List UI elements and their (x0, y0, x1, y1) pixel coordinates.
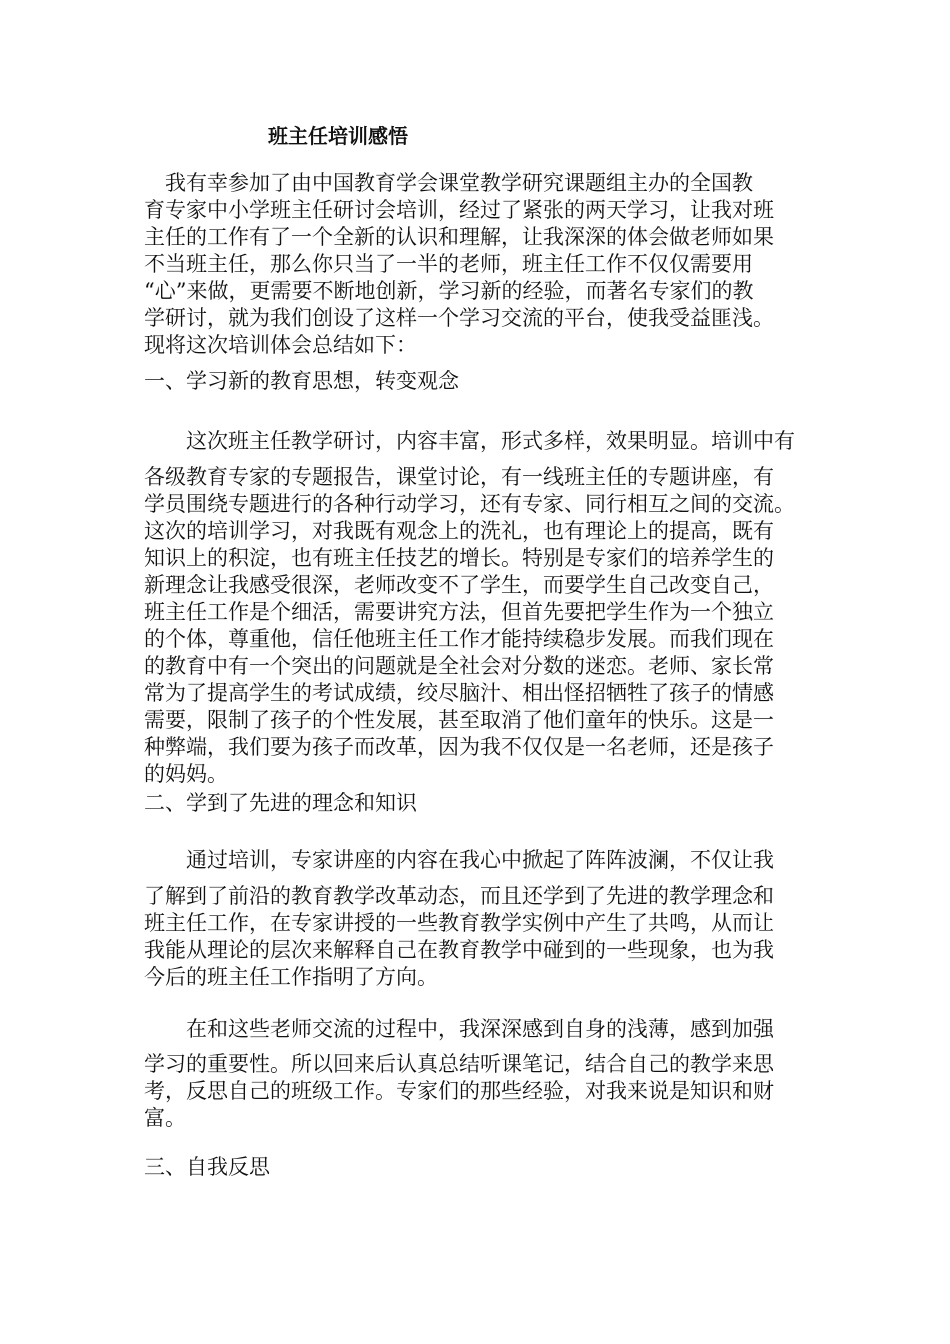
paragraph-line: 班主任工作是个细活，需要讲究方法，但首先要把学生作为一个独立 (144, 600, 774, 624)
paragraph-line: 现将这次培训体会总结如下： (144, 333, 417, 357)
paragraph-line: 新理念让我感受很深，老师改变不了学生，而要学生自己改变自己， (144, 573, 774, 597)
section2-paragraph (144, 883, 816, 991)
paragraph-line: 知识上的积淀，也有班主任技艺的增长。特别是专家们的培养学生的 (144, 546, 774, 570)
paragraph-line: 了解到了前沿的教育教学改革动态，而且还学到了先进的教学理念和 (144, 884, 774, 908)
paragraph-line: 通过培训，专家讲座的内容在我心中掀起了阵阵波澜，不仅让我 (144, 848, 774, 872)
paragraph-line: 班主任工作，在专家讲授的一些教育教学实例中产生了共鸣，从而让 (144, 911, 774, 935)
paragraph-line: 主任的工作有了一个全新的认识和理解，让我深深的体会做老师如果 (144, 225, 774, 249)
section1-lead-line (144, 428, 816, 455)
section2b-lead-line (144, 1016, 816, 1043)
paragraph-line: 需要，限制了孩子的个性发展，甚至取消了他们童年的快乐。这是一 (144, 708, 774, 732)
paragraph-line: 不当班主任，那么你只当了一半的老师，班主任工作不仅仅需要用 (144, 252, 753, 276)
paragraph-line: 常为了提高学生的考试成绩，绞尽脑汁、相出怪招牺牲了孩子的情感 (144, 681, 774, 705)
intro-paragraph (144, 170, 816, 359)
paragraph-line: 的教育中有一个突出的问题就是全社会对分数的迷恋。老师、家长常 (144, 654, 774, 678)
paragraph-line: 在和这些老师交流的过程中，我深深感到自身的浅薄，感到加强 (144, 1017, 774, 1041)
section2b-paragraph (144, 1051, 816, 1132)
section-heading-1: 一、学习新的教育思想，转变观念 (144, 369, 459, 393)
document-title: 班主任培训感悟 (268, 124, 408, 148)
paragraph-line: 这次的培训学习，对我既有观念上的洗礼，也有理论上的提高，既有 (144, 519, 774, 543)
paragraph-line: 学习的重要性。所以回来后认真总结听课笔记，结合自己的教学来思 (144, 1052, 774, 1076)
section-heading-3: 三、自我反思 (144, 1155, 270, 1179)
paragraph-line: 今后的班主任工作指明了方向。 (144, 965, 438, 989)
paragraph-line: 我有幸参加了由中国教育学会课堂教学研究课题组主办的全国教 (144, 171, 753, 195)
paragraph-line: 富。 (144, 1106, 186, 1130)
paragraph-line: 考，反思自己的班级工作。专家们的那些经验，对我来说是知识和财 (144, 1079, 774, 1103)
paragraph-line: 种弊端，我们要为孩子而改革，因为我不仅仅是一名老师，还是孩子 (144, 735, 774, 759)
paragraph-line: 这次班主任教学研讨，内容丰富，形式多样，效果明显。培训中有 (144, 429, 795, 453)
section-heading-2: 二、学到了先进的理念和知识 (144, 791, 417, 815)
paragraph-line: 各级教育专家的专题报告，课堂讨论，有一线班主任的专题讲座，有 (144, 465, 774, 489)
paragraph-line: 的妈妈。 (144, 762, 228, 786)
paragraph-line: 学研讨，就为我们创设了这样一个学习交流的平台，使我受益匪浅。 (144, 306, 774, 330)
section2-lead-line (144, 847, 816, 874)
paragraph-line: 我能从理论的层次来解释自己在教育教学中碰到的一些现象，也为我 (144, 938, 774, 962)
paragraph-line: “心”来做，更需要不断地创新，学习新的经验，而著名专家们的教 (144, 279, 754, 303)
paragraph-line: 的个体，尊重他，信任他班主任工作才能持续稳步发展。而我们现在 (144, 627, 774, 651)
section1-paragraph (144, 464, 816, 788)
paragraph-line: 育专家中小学班主任研讨会培训，经过了紧张的两天学习，让我对班 (144, 198, 774, 222)
paragraph-line: 学员围绕专题进行的各种行动学习，还有专家、同行相互之间的交流。 (144, 492, 795, 516)
